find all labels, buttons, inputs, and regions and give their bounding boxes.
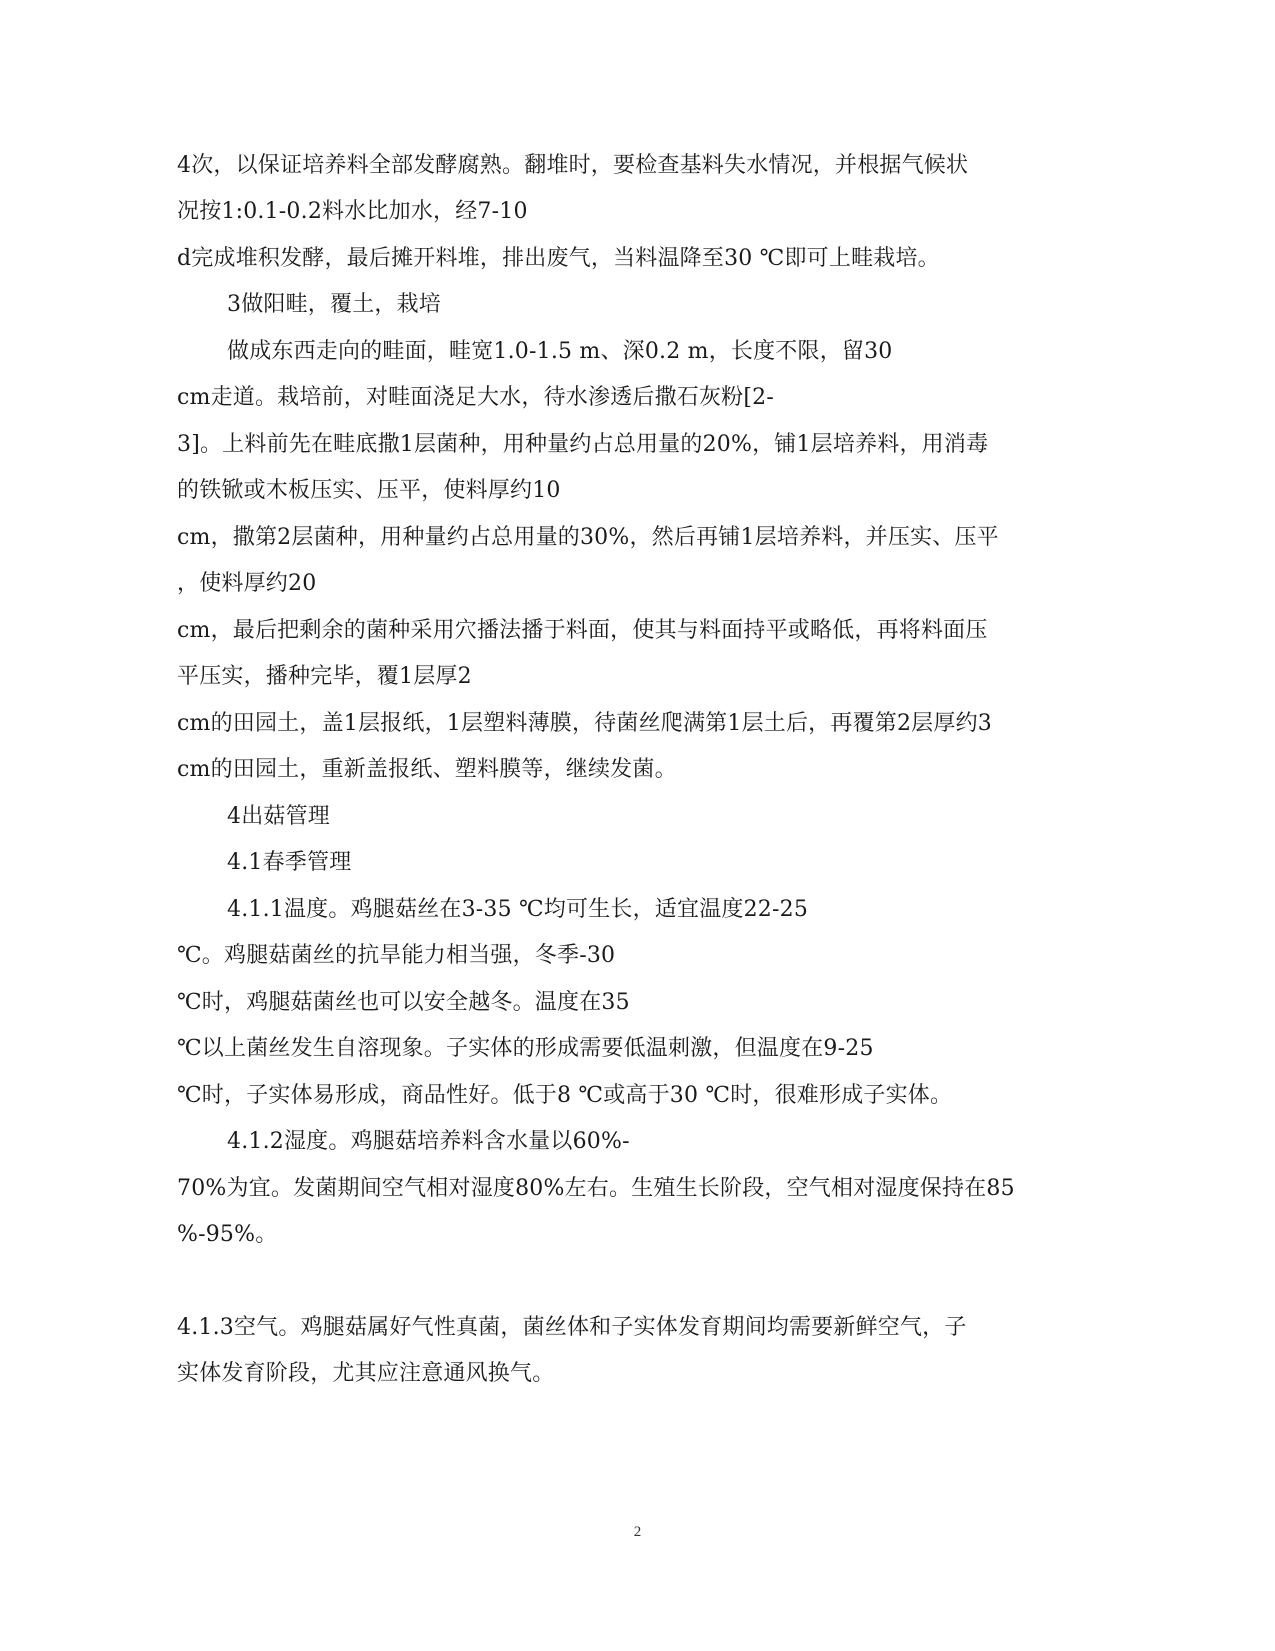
body-text-line: 3]。上料前先在畦底撒1层菌种，用种量约占总用量的20%，铺1层培养料，用消毒 (177, 432, 989, 457)
subsection-heading: 4.1春季管理 (227, 850, 352, 875)
body-text-line: 实体发育阶段，尤其应注意通风换气。 (177, 1361, 555, 1386)
body-text-line: 4.1.2湿度。鸡腿菇培养料含水量以60%- (227, 1129, 630, 1154)
body-text-line: cm，最后把剩余的菌种采用穴播法播于料面，使其与料面持平或略低，再将料面压 (177, 618, 988, 643)
body-text-line: cm，撒第2层菌种，用种量约占总用量的30%，然后再铺1层培养料，并压实、压平 (177, 525, 999, 550)
body-text-line: 的铁锨或木板压实、压平，使料厚约10 (177, 478, 561, 503)
body-text-line: ℃以上菌丝发生自溶现象。子实体的形成需要低温刺激，但温度在9-25 (177, 1036, 874, 1061)
body-text-line: ，使料厚约20 (177, 571, 317, 596)
section-heading: 4出菇管理 (227, 804, 330, 829)
body-text-line: 平压实，播种完毕，覆1层厚2 (177, 664, 472, 689)
body-text-line: 4.1.1温度。鸡腿菇丝在3-35 ℃均可生长，适宜温度22-25 (227, 897, 809, 922)
body-text-line: 做成东西走向的畦面，畦宽1.0-1.5 m、深0.2 m，长度不限，留30 (227, 339, 893, 364)
body-text-line: d完成堆积发酵，最后摊开料堆，排出废气，当料温降至30 ℃即可上畦栽培。 (177, 246, 940, 271)
body-text-line: %-95%。 (177, 1222, 278, 1247)
body-text-line: cm的田园土，盖1层报纸，1层塑料薄膜，待菌丝爬满第1层土后，再覆第2层厚约3 (177, 711, 992, 736)
body-text-line: cm的田园土，重新盖报纸、塑料膜等，继续发菌。 (177, 757, 677, 782)
page-number: 2 (633, 1524, 642, 1540)
body-text-line: ℃时，鸡腿菇菌丝也可以安全越冬。温度在35 (177, 990, 630, 1015)
body-text-line: ℃时，子实体易形成，商品性好。低于8 ℃或高于30 ℃时，很难形成子实体。 (177, 1083, 953, 1108)
body-text-line: 4次，以保证培养料全部发酵腐熟。翻堆时，要检查基料失水情况，并根据气候状 (177, 153, 969, 178)
section-heading: 3做阳畦，覆土，栽培 (227, 292, 441, 317)
body-text-line: 70%为宜。发菌期间空气相对湿度80%左右。生殖生长阶段，空气相对湿度保持在85 (177, 1176, 1015, 1201)
body-text-line: 况按1:0.1-0.2料水比加水，经7-10 (177, 199, 528, 224)
body-text-line: 4.1.3空气。鸡腿菇属好气性真菌，菌丝体和子实体发育期间均需要新鲜空气，子 (177, 1315, 967, 1340)
body-text-line: cm走道。栽培前，对畦面浇足大水，待水渗透后撒石灰粉[2- (177, 385, 774, 410)
body-text-line: ℃。鸡腿菇菌丝的抗旱能力相当强，冬季-30 (177, 943, 616, 968)
